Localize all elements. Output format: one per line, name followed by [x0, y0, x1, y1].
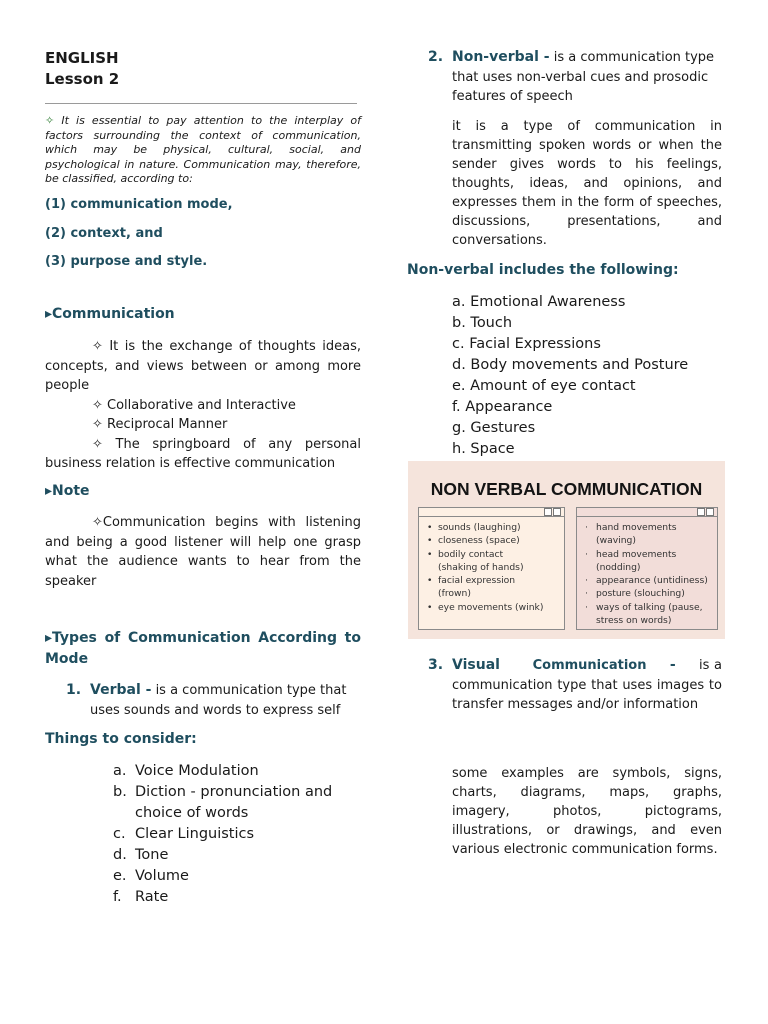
classification-2: (2) context, and: [45, 226, 163, 241]
types-heading: ▸Types of Communication According to Mode: [45, 630, 361, 667]
close-icon: [706, 508, 714, 516]
verbal-number: 1.: [66, 682, 82, 698]
nonverbal-list-item: g. Gestures: [452, 420, 536, 436]
list-text: Tone: [135, 847, 169, 863]
things-heading: Things to consider:: [45, 731, 197, 747]
divider: [45, 103, 357, 104]
communication-body: [45, 337, 361, 474]
figure-right-panel: [576, 507, 718, 630]
intro-paragraph: [45, 114, 361, 187]
figure-left-list: [419, 517, 564, 614]
verbal-term: Verbal -: [90, 682, 152, 698]
communication-bullet-2: ✧ Reciprocal Manner: [92, 417, 228, 432]
things-list-item: [113, 782, 361, 824]
list-text: Volume: [135, 868, 189, 884]
figure-left-item: • closeness (space): [427, 534, 560, 547]
visual-term: Visual: [452, 657, 500, 673]
window-titlebar: [419, 508, 564, 517]
list-marker: f.: [113, 889, 122, 905]
document-title: [45, 48, 119, 90]
figure-right-item: · appearance (untidiness): [585, 574, 713, 587]
figure-right-list: [577, 517, 717, 627]
figure-right-item: (nodding): [596, 561, 641, 573]
nonverbal-list-item: d. Body movements and Posture: [452, 357, 689, 373]
classification-1: (1) communication mode,: [45, 197, 233, 212]
things-list-item: [113, 761, 361, 782]
list-text: Voice Modulation: [135, 763, 259, 779]
nonverbal-list: [452, 292, 688, 460]
list-marker: a.: [113, 763, 127, 779]
nonverbal-paragraph: it is a type of communication in transmitting spoken words or when the sender gives words to his feelings, thoughts, ideas, and opinions, and expresses them in the form of speeches, discussions, presentations, and conversations.: [452, 119, 722, 248]
things-list-item: [113, 824, 361, 845]
nonverbal-figure: [408, 461, 725, 639]
classification-3: (3) purpose and style.: [45, 254, 208, 269]
communication-bullet-1: ✧ Collaborative and Interactive: [92, 397, 296, 413]
nonverbal-term: Non-verbal -: [452, 49, 550, 65]
visual-definition: is a communication type that uses images to transfer messages and/or information: [452, 658, 723, 712]
diamond-outline-icon: ✧: [45, 114, 55, 127]
subject-title: ENGLISH: [45, 49, 119, 67]
note-heading: ▸Note: [45, 483, 90, 499]
nonverbal-item: [428, 48, 722, 107]
intro-text: It is essential to pay attention to the interplay of factors surrounding the context of communication, which may be physical, cultural, social, and psychological in nature. Communication may, therefore, be classified, according to:: [45, 114, 361, 185]
minimize-icon: [697, 508, 705, 516]
figure-left-item: (frown): [438, 588, 471, 600]
figure-right-item: · ways of talking (pause,: [585, 601, 713, 614]
nonverbal-list-item: c. Facial Expressions: [452, 336, 601, 352]
verbal-item: [66, 681, 362, 720]
communication-springboard: ✧ The springboard of any personal business relation is effective communication: [45, 436, 361, 471]
things-list: [113, 761, 361, 908]
figure-left-item: • sounds (laughing): [427, 521, 560, 534]
lesson-title: Lesson 2: [45, 70, 120, 88]
visual-number: 3.: [428, 657, 444, 673]
list-marker: e.: [113, 868, 127, 884]
visual-examples: some examples are symbols, signs, charts, diagrams, maps, graphs, imagery, photos, pictograms, illustrations, or drawings, and even various electronic communication forms.: [452, 766, 722, 857]
figure-title: NON VERBAL COMMUNICATION: [430, 479, 703, 499]
figure-right-item: stress on words): [596, 615, 672, 627]
figure-left-item: (shaking of hands): [438, 561, 524, 573]
note-text: ✧Communication begins with listening and being a good listener will help one grasp what the audience wants to hear from the speaker: [45, 515, 361, 589]
nonverbal-list-item: f. Appearance: [452, 399, 553, 415]
list-text: Rate: [135, 889, 169, 905]
figure-left-item: • facial expression: [427, 574, 560, 587]
communication-heading: ▸Communication: [45, 306, 175, 322]
verbal-definition: is a communication type that uses sounds and words to express self: [90, 683, 347, 718]
list-text: Clear Linguistics: [135, 826, 255, 842]
things-list-item: [113, 866, 361, 887]
nonverbal-definition: is a communication type that uses non-verbal cues and prosodic features of speech: [452, 50, 715, 104]
visual-item: [428, 656, 722, 715]
nonverbal-list-item: b. Touch: [452, 315, 513, 331]
nonverbal-list-item: h. Space: [452, 441, 515, 457]
nonverbal-includes-heading: Non-verbal includes the following:: [407, 262, 679, 278]
list-marker: b.: [113, 784, 127, 800]
nonverbal-list-item: a. Emotional Awareness: [452, 294, 626, 310]
window-titlebar: [577, 508, 717, 517]
things-list-item: [113, 845, 361, 866]
visual-term-2: Communication: [532, 658, 647, 673]
figure-right-item: (waving): [596, 535, 636, 547]
nonverbal-number: 2.: [428, 49, 444, 65]
nonverbal-list-item: e. Amount of eye contact: [452, 378, 636, 394]
figure-left-item: • eye movements (wink): [427, 601, 560, 614]
figure-left-panel: [418, 507, 565, 630]
close-icon: [553, 508, 561, 516]
list-marker: d.: [113, 847, 127, 863]
figure-right-item: · hand movements: [585, 521, 713, 534]
figure-right-item: · head movements: [585, 548, 713, 561]
minimize-icon: [544, 508, 552, 516]
figure-left-item: • bodily contact: [427, 548, 560, 561]
visual-dash: -: [669, 657, 676, 673]
list-text: Diction - pronunciation and choice of words: [135, 784, 333, 821]
communication-definition: ✧ It is the exchange of thoughts ideas, concepts, and views between or among more people: [45, 339, 361, 393]
list-marker: c.: [113, 826, 126, 842]
figure-right-item: · posture (slouching): [585, 587, 713, 600]
things-list-item: [113, 887, 361, 908]
